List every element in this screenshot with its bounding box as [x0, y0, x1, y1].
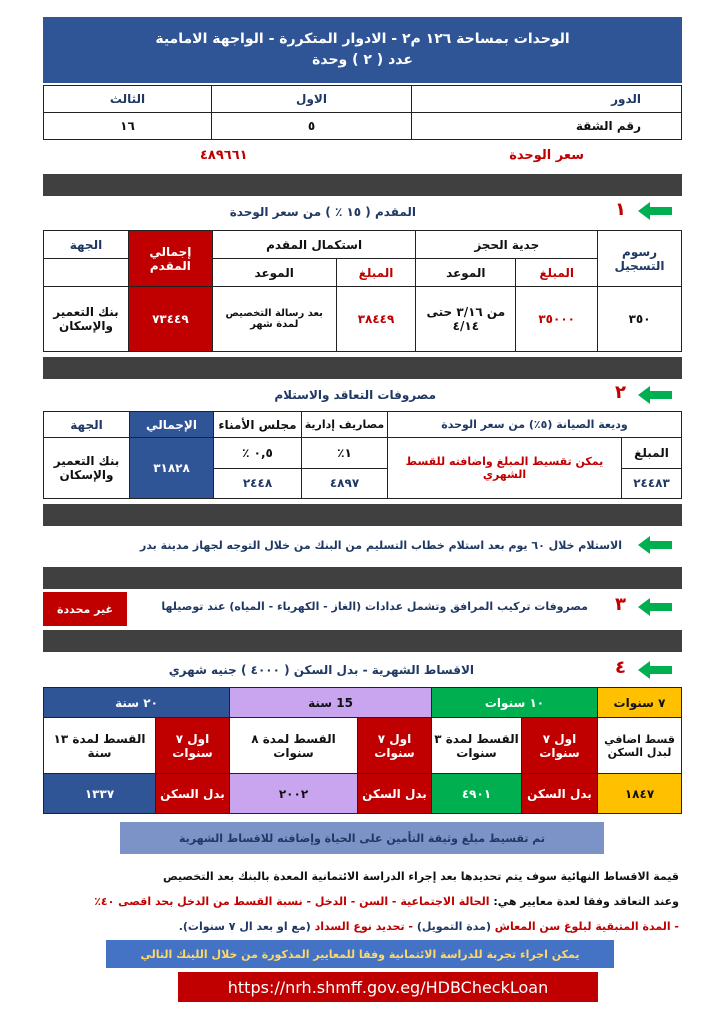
reg-fee-value: ٣٥٠ — [598, 287, 682, 352]
complete-amount-label: المبلغ — [336, 259, 416, 287]
complete-date: بعد رسالة التخصيص لمدة شهر — [212, 287, 336, 352]
booking-amount: ٣٥٠٠٠ — [516, 287, 598, 352]
plan10-head: ١٠ سنوات — [432, 688, 598, 718]
booking-amount-label: المبلغ — [516, 259, 598, 287]
sec3-status: غير محددة — [43, 592, 127, 626]
divider — [43, 630, 682, 652]
insurance-note: تم تقسيط مبلغ وثيقة التأمين على الحياة وإضافته للاقساط الشهرية — [120, 822, 604, 854]
plan15-c1: اول ٧ سنوات — [358, 718, 432, 774]
plan20-c1: اول ٧ سنوات — [156, 718, 230, 774]
receipt-note: الاستلام خلال ٦٠ يوم بعد استلام خطاب التسليم من البنك من خلال التوجه لجهاز مدينة بدر — [140, 539, 622, 552]
maint-label: وديعة الصيانة (٥٪) من سعر الوحدة — [388, 412, 682, 438]
trustees-label: مجلس الأمناء — [214, 412, 302, 438]
complete-date-label: الموعد — [212, 259, 336, 287]
plan15-head: 15 سنة — [230, 688, 432, 718]
arrow-left-icon — [636, 201, 674, 221]
entity-value: بنك التعمير والإسكان — [44, 287, 129, 352]
arrow-left-icon — [636, 660, 674, 680]
booking-date-label: الموعد — [416, 259, 516, 287]
booking-label: جدية الحجز — [416, 231, 598, 259]
plan15-c2: القسط لمدة ٨ سنوات — [230, 718, 358, 774]
sec4-num: ٤ — [615, 657, 626, 678]
total-label: الإجمالي — [130, 412, 214, 438]
sec1-title: المقدم ( ١٥ ٪ ) من سعر الوحدة — [229, 205, 416, 219]
trial-note: يمكن اجراء تجربة للدراسة الائتمانية وفقا للمعايير المذكورة من خلال اللينك التالي — [106, 940, 614, 968]
sec4-table — [43, 687, 682, 814]
title-box — [43, 17, 682, 83]
unit-no-label: رقم الشقة — [412, 113, 682, 140]
complete-label: استكمال المقدم — [212, 231, 416, 259]
trustees-value: ٢٤٤٨ — [214, 468, 302, 498]
divider — [43, 357, 682, 379]
sec3-text: مصروفات تركيب المرافق وتشمل عدادات (الغاز - الكهرباء - المياه) عند توصيلها — [161, 600, 588, 613]
trustees-pct: ٠,٥ ٪ — [214, 438, 302, 468]
price-value: ٤٨٩٦٦١ — [200, 148, 248, 163]
amount-label: المبلغ — [622, 438, 682, 468]
sec2-num: ٢ — [615, 382, 626, 403]
admin-pct: ١٪ — [302, 438, 388, 468]
check-loan-link[interactable]: https://nrh.shmff.gov.eg/HDBCheckLoan — [178, 972, 598, 1002]
plan15-v1: بدل السكن — [358, 774, 432, 814]
title: الوحدات بمساحة ١٢٦ م٢ - الادوار المتكررة - الواجهة الامامية — [155, 31, 570, 47]
total-down-label: إجمالي المقدم — [128, 231, 212, 287]
floors-table — [43, 85, 682, 140]
entity-label: الجهة — [44, 231, 129, 259]
plan10-c2: القسط لمدة ٣ سنوات — [432, 718, 522, 774]
booking-date: من ٣/١٦ حتى ٤/١٤ — [416, 287, 516, 352]
complete-amount: ٣٨٤٤٩ — [336, 287, 416, 352]
floor-col2: الثالث — [44, 86, 212, 113]
plan20-head: ٢٠ سنة — [44, 688, 230, 718]
plan20-v2: ١٣٣٧ — [44, 774, 156, 814]
final-criteria — [39, 864, 679, 939]
arrow-left-icon — [636, 535, 674, 555]
arrow-left-icon — [636, 385, 674, 405]
price-label: سعر الوحدة — [509, 148, 584, 163]
plan10-v1: بدل السكن — [522, 774, 598, 814]
entity-label: الجهة — [44, 412, 130, 438]
floor-col1: الاول — [212, 86, 412, 113]
plan7-v1: ١٨٤٧ — [598, 774, 682, 814]
divider — [43, 174, 682, 196]
divider — [43, 567, 682, 589]
plan7-c1: قسط اضافي لبدل السكن — [598, 718, 682, 774]
sec4-title: الاقساط الشهرية - بدل السكن ( ٤٠٠٠ ) جنيه شهري — [168, 663, 474, 677]
plan10-c1: اول ٧ سنوات — [522, 718, 598, 774]
floor-label: الدور — [412, 86, 682, 113]
sec1-table — [43, 230, 682, 352]
unit1: ٥ — [212, 113, 412, 140]
plan20-c2: القسط لمدة ١٣ سنة — [44, 718, 156, 774]
admin-value: ٤٨٩٧ — [302, 468, 388, 498]
sec2-table — [43, 411, 682, 499]
final-line1: قيمة الاقساط النهائية سوف يتم تحديدها بعد إجراء الدراسة الائتمانية المعدة بالبنك بعد التخصيص — [162, 870, 679, 883]
total-value: ٣١٨٢٨ — [130, 438, 214, 499]
reg-fee-label: رسوم التسجيل — [598, 231, 682, 287]
plan10-v2: ٤٩٠١ — [432, 774, 522, 814]
total-down-value: ٧٣٤٤٩ — [128, 287, 212, 352]
sec3-num: ٣ — [615, 594, 626, 615]
entity-value: بنك التعمير والإسكان — [44, 438, 130, 499]
final-line3: - المدة المتبقية لبلوغ سن المعاش (مدة التمويل) - تحديد نوع السداد (مع او بعد ال ٧ سنوات). — [178, 920, 679, 933]
plan7-head: ٧ سنوات — [598, 688, 682, 718]
admin-label: مصاريف إدارية — [302, 412, 388, 438]
unit-count: عدد ( ٢ ) وحدة — [312, 52, 413, 68]
unit2: ١٦ — [44, 113, 212, 140]
final-line2: وعند التعاقد وفقا لعدة معايير هي: الحالة الاجتماعية - السن - الدخل - نسبة القسط من الدخل بحد اقصى ٤٠٪ — [94, 895, 679, 908]
plan20-v1: بدل السكن — [156, 774, 230, 814]
arrow-left-icon — [636, 597, 674, 617]
sec1-num: ١ — [615, 199, 626, 220]
maint-note: يمكن تقسيط المبلغ واضافته للقسط الشهري — [388, 438, 622, 499]
maint-value: ٢٤٤٨٣ — [622, 468, 682, 498]
sec2-title: مصروفات التعاقد والاستلام — [274, 388, 436, 402]
divider — [43, 504, 682, 526]
plan15-v2: ٢٠٠٢ — [230, 774, 358, 814]
